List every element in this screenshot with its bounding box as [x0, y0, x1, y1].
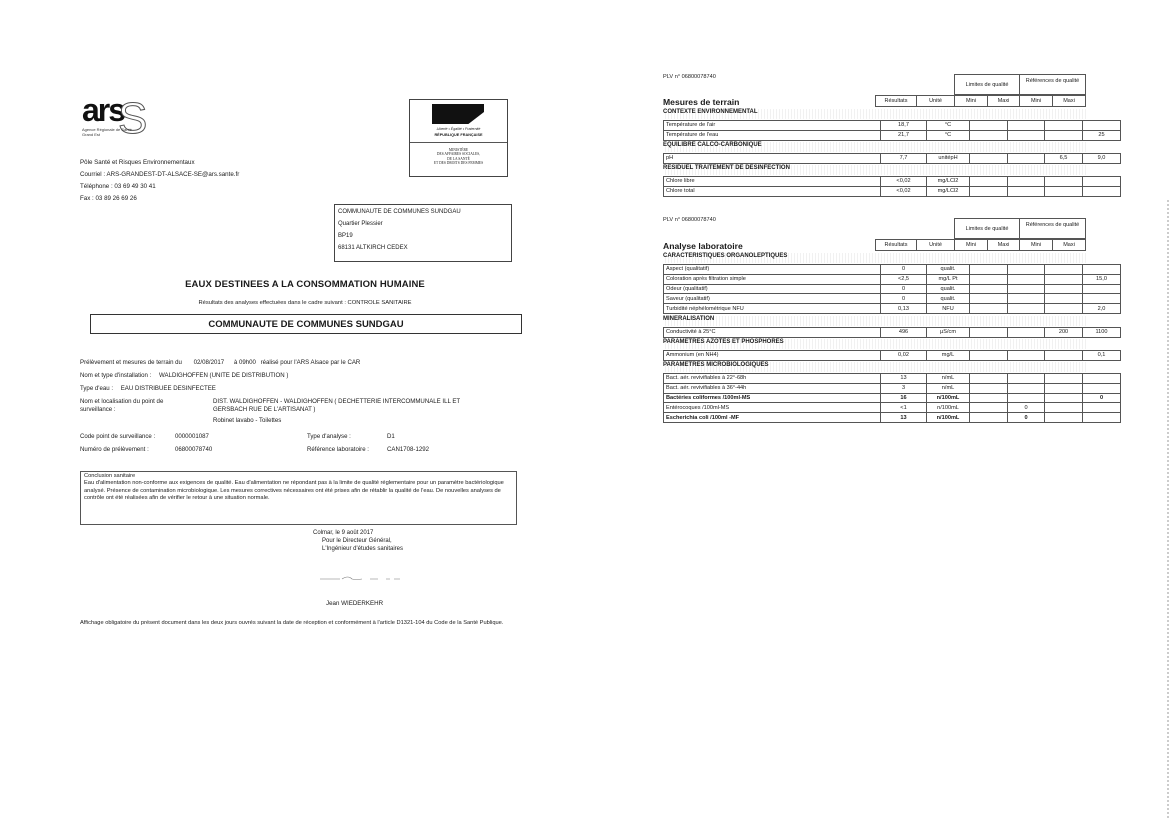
- table-row: [664, 154, 1121, 164]
- email: Courriel : ARS-GRANDEST-DT-ALSACE-SE@ars.sante.fr: [80, 171, 240, 178]
- cell-ref-max: [1083, 121, 1121, 131]
- col-ref-max: Maxi: [1052, 95, 1086, 107]
- cell-ref-min: [1045, 130, 1083, 140]
- address-line: 68131 ALTKIRCH CEDEX: [338, 245, 408, 251]
- plv-number-lab: PLV n° 06800078740: [663, 217, 716, 223]
- table-row: [664, 130, 1121, 140]
- cell-ref-min: [1045, 374, 1083, 384]
- analysis-type-value: D1: [387, 433, 395, 440]
- references-header-lab: Références de qualité: [1019, 218, 1086, 239]
- cell-result: 7,7: [881, 154, 927, 164]
- results-table: [663, 350, 1121, 361]
- col-unit-lab: Unité: [916, 239, 955, 251]
- signature-for: Pour le Directeur Général,: [322, 538, 392, 544]
- section-header: EQUILIBRE CALCO-CARBONIQUE: [663, 142, 1086, 152]
- cell-ref-min: [1045, 265, 1083, 275]
- section-header: PARAMETRES MICROBIOLOGIQUES: [663, 362, 1086, 372]
- cell-lim-min: [970, 265, 1008, 275]
- cell-lim-max: [1008, 186, 1045, 196]
- plv-number: PLV n° 06800078740: [663, 74, 716, 80]
- limits-header: Limites de qualité: [954, 74, 1020, 95]
- results-table: [663, 264, 1121, 314]
- cell-unit: °C: [927, 130, 970, 140]
- cell-lim-max: [1008, 154, 1045, 164]
- lab-ref-value: CAN1708-1292: [387, 446, 430, 453]
- cell-result: 13: [881, 374, 927, 384]
- cell-unit: mg/LCl2: [927, 186, 970, 196]
- table-row: [664, 413, 1121, 423]
- water-type-value: EAU DISTRIBUEE DESINFECTEE: [120, 385, 216, 392]
- cell-lim-max: [1008, 304, 1045, 314]
- cell-ref-max: [1083, 284, 1121, 294]
- cell-ref-min: [1045, 177, 1083, 187]
- cell-lim-min: [970, 383, 1008, 393]
- cell-lim-min: [970, 403, 1008, 413]
- cell-ref-min: [1045, 403, 1083, 413]
- cell-ref-max: [1083, 294, 1121, 304]
- sampling-date: 02/08/2017: [193, 359, 225, 366]
- col-lim-max: Maxi: [987, 95, 1020, 107]
- cell-result: 0: [881, 265, 927, 275]
- col-ref-max-lab: Maxi: [1052, 239, 1086, 251]
- cell-lim-min: [970, 274, 1008, 284]
- cell-result: 13: [881, 413, 927, 423]
- point-label: [80, 398, 163, 413]
- point-label-line: surveillance :: [80, 405, 116, 413]
- cell-result: 0,02: [881, 351, 927, 361]
- cell-result: 496: [881, 328, 927, 338]
- cell-lim-min: [970, 393, 1008, 403]
- cell-param: Entérocoques /100ml-MS: [664, 403, 881, 413]
- cell-ref-min: [1045, 274, 1083, 284]
- results-table: [663, 373, 1121, 423]
- cell-param: Bact. aér. revivifiables à 36°-44h: [664, 383, 881, 393]
- cell-ref-min: [1045, 121, 1083, 131]
- code-label: Code point de surveillance :: [80, 433, 156, 440]
- ministry-line: MINISTÈRE: [448, 148, 469, 152]
- ministry-line: DE LA SANTÉ: [447, 156, 470, 161]
- cell-lim-min: [970, 186, 1008, 196]
- logo-subtitle: Agence Régionale de Santé: [82, 127, 132, 132]
- cell-result: 0: [881, 284, 927, 294]
- cell-ref-max: [1083, 186, 1121, 196]
- section-header: MINERALISATION: [663, 316, 1086, 326]
- cell-lim-max: [1008, 177, 1045, 187]
- cell-unit: °C: [927, 121, 970, 131]
- logo-s-swoosh: S: [118, 94, 148, 143]
- address-line: BP19: [338, 233, 353, 239]
- point-value-line: GERSBACH RUE DE L'ARTISANAT ): [213, 405, 316, 413]
- cell-ref-min: [1045, 351, 1083, 361]
- results-table: [663, 120, 1121, 141]
- point-value-line: Robinet lavabo - Toilettes: [213, 417, 282, 424]
- cell-lim-max: [1008, 294, 1045, 304]
- col-results: Résultats: [875, 95, 917, 107]
- cell-param: Température de l'air: [664, 121, 881, 131]
- cell-unit: n/mL: [927, 374, 970, 384]
- cell-param: Turbidité néphélométrique NFU: [664, 304, 881, 314]
- col-lim-max-lab: Maxi: [987, 239, 1020, 251]
- point-value-line: DIST. WALDIGHOFFEN - WALDIGHOFFEN ( DECHETTERIE INTERCOMMUNALE ILL ET: [213, 398, 461, 405]
- cell-ref-max: [1083, 177, 1121, 187]
- cell-unit: µS/cm: [927, 328, 970, 338]
- cell-lim-max: 0: [1008, 403, 1045, 413]
- table-row: [664, 351, 1121, 361]
- cell-lim-max: 0: [1008, 413, 1045, 423]
- cell-ref-max: 1100: [1083, 328, 1121, 338]
- section-header: CONTEXTE ENVIRONNEMENTAL: [663, 109, 1086, 119]
- cell-ref-min: [1045, 413, 1083, 423]
- analysis-type-label: Type d'analyse :: [307, 433, 351, 440]
- cell-result: 3: [881, 383, 927, 393]
- cell-lim-max: [1008, 393, 1045, 403]
- cell-param: Bactéries coliformes /100ml-MS: [664, 393, 881, 403]
- cell-result: <2,5: [881, 274, 927, 284]
- document-title: EAUX DESTINEES A LA CONSOMMATION HUMAINE: [185, 279, 425, 290]
- cell-lim-min: [970, 130, 1008, 140]
- address-line: COMMUNAUTE DE COMMUNES SUNDGAU: [338, 209, 461, 215]
- phone: Téléphone : 03 69 49 30 41: [80, 183, 156, 190]
- logo-text: ars: [82, 92, 125, 128]
- cell-param: Chlore total: [664, 186, 881, 196]
- fax: Fax : 03 89 26 69 26: [80, 195, 137, 202]
- cell-lim-min: [970, 304, 1008, 314]
- cell-lim-max: [1008, 274, 1045, 284]
- cell-ref-min: 200: [1045, 328, 1083, 338]
- cell-unit: mg/L: [927, 351, 970, 361]
- cell-unit: qualit.: [927, 294, 970, 304]
- limits-header-lab: Limites de qualité: [954, 218, 1020, 239]
- cell-unit: n/100mL: [927, 413, 970, 423]
- code-value: 0000001087: [175, 433, 209, 440]
- cell-param: pH: [664, 154, 881, 164]
- lab-ref-label: Référence laboratoire :: [307, 446, 369, 453]
- conclusion-text: Eau d'alimentation non-conforme aux exigences de qualité. Eau d'alimentation ne répondant pas à la limite de qualité réglementaire pour un paramètre bactériologique analysé. Présence de contamination microbiologique. Les mesures correctives nécessaires ont été prises afin de rétablir la qualité de l'eau. De nouvelles analyses de contrôle ont été réalisées afin de vérifier le retour à une situation normale.: [84, 480, 504, 502]
- cell-ref-max: [1083, 374, 1121, 384]
- cell-unit: qualit.: [927, 284, 970, 294]
- cell-lim-max: [1008, 130, 1045, 140]
- cell-param: Conductivité à 25°C: [664, 328, 881, 338]
- cell-param: Saveur (qualitatif): [664, 294, 881, 304]
- water-type-line: [80, 385, 216, 392]
- lab-section-title: Analyse laboratoire: [663, 241, 743, 251]
- cell-lim-max: [1008, 383, 1045, 393]
- cell-result: 0: [881, 294, 927, 304]
- cell-result: <1: [881, 403, 927, 413]
- section-header: CARACTERISTIQUES ORGANOLEPTIQUES: [663, 253, 1086, 263]
- cell-lim-max: [1008, 284, 1045, 294]
- table-row: [664, 328, 1121, 338]
- ministry-logo: [409, 99, 508, 177]
- table-row: [664, 403, 1121, 413]
- references-header: Références de qualité: [1019, 74, 1086, 95]
- cell-ref-min: [1045, 383, 1083, 393]
- cell-param: Bact. aér. revivifiables à 22°-68h: [664, 374, 881, 384]
- cell-ref-max: [1083, 403, 1121, 413]
- cell-ref-min: 6,5: [1045, 154, 1083, 164]
- cell-unit: unitépH: [927, 154, 970, 164]
- cell-ref-max: [1083, 383, 1121, 393]
- cell-ref-max: 0: [1083, 393, 1121, 403]
- cell-param: Température de l'eau: [664, 130, 881, 140]
- republic-motto: Liberté • Égalité • Fraternité: [436, 127, 481, 131]
- col-ref-min: Mini: [1019, 95, 1053, 107]
- cell-param: Escherichia coli /100ml -MF: [664, 413, 881, 423]
- recipient-address: [334, 204, 512, 262]
- ministry-line: DES AFFAIRES SOCIALES,: [436, 152, 481, 157]
- installation-line: [80, 372, 288, 379]
- cell-lim-min: [970, 374, 1008, 384]
- cell-ref-max: [1083, 265, 1121, 275]
- col-unit: Unité: [916, 95, 955, 107]
- installation-value: WALDIGHOFFEN (UNITE DE DISTRIBUTION ): [158, 372, 289, 379]
- cell-ref-max: 15,0: [1083, 274, 1121, 284]
- signature-block: [313, 529, 403, 553]
- table-row: [664, 177, 1121, 187]
- sampling-label: Prélèvement et mesures de terrain du: [80, 359, 182, 366]
- cell-unit: mg/L Pt: [927, 274, 970, 284]
- cell-ref-max: 0,1: [1083, 351, 1121, 361]
- cell-result: <0,02: [881, 186, 927, 196]
- cell-param: Ammonium (en NH4): [664, 351, 881, 361]
- signature-role: L'Ingénieur d'études sanitaires: [322, 546, 404, 552]
- sampling-suffix: réalisé pour l'ARS Alsace par le CAR: [260, 359, 361, 366]
- logo-subtitle-region: Grand Est: [82, 132, 101, 137]
- cell-ref-min: [1045, 294, 1083, 304]
- posting-notice: Affichage obligatoire du présent document dans les deux jours ouvrés suivant la date de réception et conformément à l'article D1321-104 du Code de la Santé Publique.: [80, 620, 504, 626]
- section-header: RESIDUEL TRAITEMENT DE DESINFECTION: [663, 165, 1086, 175]
- table-row: [664, 284, 1121, 294]
- document-subtitle: Résultats des analyses effectuées dans le cadre suivant : CONTROLE SANITAIRE: [198, 300, 412, 306]
- contact-block: [80, 157, 239, 205]
- point-value: [213, 398, 460, 425]
- address-line: Quartier Plessier: [338, 221, 383, 227]
- table-row: [664, 374, 1121, 384]
- cell-param: Chlore libre: [664, 177, 881, 187]
- installation-label: Nom et type d'installation :: [80, 372, 152, 379]
- sampling-time: à 09h00: [233, 359, 256, 366]
- cell-ref-max: 25: [1083, 130, 1121, 140]
- marianne-icon: [432, 104, 484, 124]
- cell-result: 18,7: [881, 121, 927, 131]
- cell-lim-min: [970, 413, 1008, 423]
- cell-param: Coloration après filtration simple: [664, 274, 881, 284]
- cell-param: Aspect (qualitatif): [664, 265, 881, 275]
- cell-ref-max: 9,0: [1083, 154, 1121, 164]
- cell-ref-min: [1045, 284, 1083, 294]
- table-row: [664, 304, 1121, 314]
- water-type-label: Type d'eau :: [80, 385, 114, 392]
- collectivite-banner: COMMUNAUTE DE COMMUNES SUNDGAU: [90, 314, 522, 334]
- col-lim-min-lab: Mini: [954, 239, 988, 251]
- cell-unit: NFU: [927, 304, 970, 314]
- cell-lim-max: [1008, 374, 1045, 384]
- cell-lim-min: [970, 351, 1008, 361]
- cell-unit: n/mL: [927, 383, 970, 393]
- table-row: [664, 274, 1121, 284]
- col-results-lab: Résultats: [875, 239, 917, 251]
- cell-result: 16: [881, 393, 927, 403]
- cell-ref-min: [1045, 304, 1083, 314]
- col-lim-min: Mini: [954, 95, 988, 107]
- cell-param: Odeur (qualitatif): [664, 284, 881, 294]
- results-table: [663, 327, 1121, 338]
- cell-lim-max: [1008, 328, 1045, 338]
- signer-name: Jean WIEDERKEHR: [326, 600, 384, 607]
- table-row: [664, 294, 1121, 304]
- cell-lim-min: [970, 294, 1008, 304]
- place-date: Colmar, le 9 août 2017: [313, 530, 374, 536]
- cell-lim-min: [970, 121, 1008, 131]
- cell-unit: qualit.: [927, 265, 970, 275]
- conclusion-title: Conclusion sanitaire: [84, 473, 136, 479]
- sample-number-label: Numéro de prélèvement :: [80, 446, 149, 453]
- table-row: [664, 121, 1121, 131]
- cell-unit: n/100mL: [927, 403, 970, 413]
- cell-ref-min: [1045, 186, 1083, 196]
- ars-logo: [80, 92, 160, 146]
- cell-lim-min: [970, 328, 1008, 338]
- cell-lim-max: [1008, 121, 1045, 131]
- col-ref-min-lab: Mini: [1019, 239, 1053, 251]
- table-row: [664, 265, 1121, 275]
- cell-unit: n/100mL: [927, 393, 970, 403]
- cell-lim-min: [970, 177, 1008, 187]
- results-table: [663, 153, 1121, 164]
- sample-number-value: 06800078740: [175, 446, 213, 453]
- cell-unit: mg/LCl2: [927, 177, 970, 187]
- cell-lim-max: [1008, 351, 1045, 361]
- cell-ref-max: [1083, 413, 1121, 423]
- department: Pôle Santé et Risques Environnementaux: [80, 159, 195, 166]
- point-label-line: Nom et localisation du point de: [80, 398, 164, 405]
- cell-result: <0,02: [881, 177, 927, 187]
- cell-ref-max: 2,0: [1083, 304, 1121, 314]
- cell-result: 21,7: [881, 130, 927, 140]
- table-row: [664, 393, 1121, 403]
- republic-name: RÉPUBLIQUE FRANÇAISE: [434, 133, 483, 137]
- handwritten-signature-icon: [318, 575, 403, 581]
- cell-lim-max: [1008, 265, 1045, 275]
- sampling-line: [80, 359, 360, 366]
- conclusion-box: [80, 471, 517, 525]
- section-header: PARAMETRES AZOTES ET PHOSPHORES: [663, 339, 1086, 349]
- cell-lim-min: [970, 284, 1008, 294]
- results-table: [663, 176, 1121, 197]
- cell-ref-min: [1045, 393, 1083, 403]
- ministry-line: ET DES DROITS DES FEMMES: [433, 161, 484, 166]
- table-row: [664, 383, 1121, 393]
- cell-lim-min: [970, 154, 1008, 164]
- field-section-title: Mesures de terrain: [663, 97, 740, 107]
- table-row: [664, 186, 1121, 196]
- cell-result: 0,13: [881, 304, 927, 314]
